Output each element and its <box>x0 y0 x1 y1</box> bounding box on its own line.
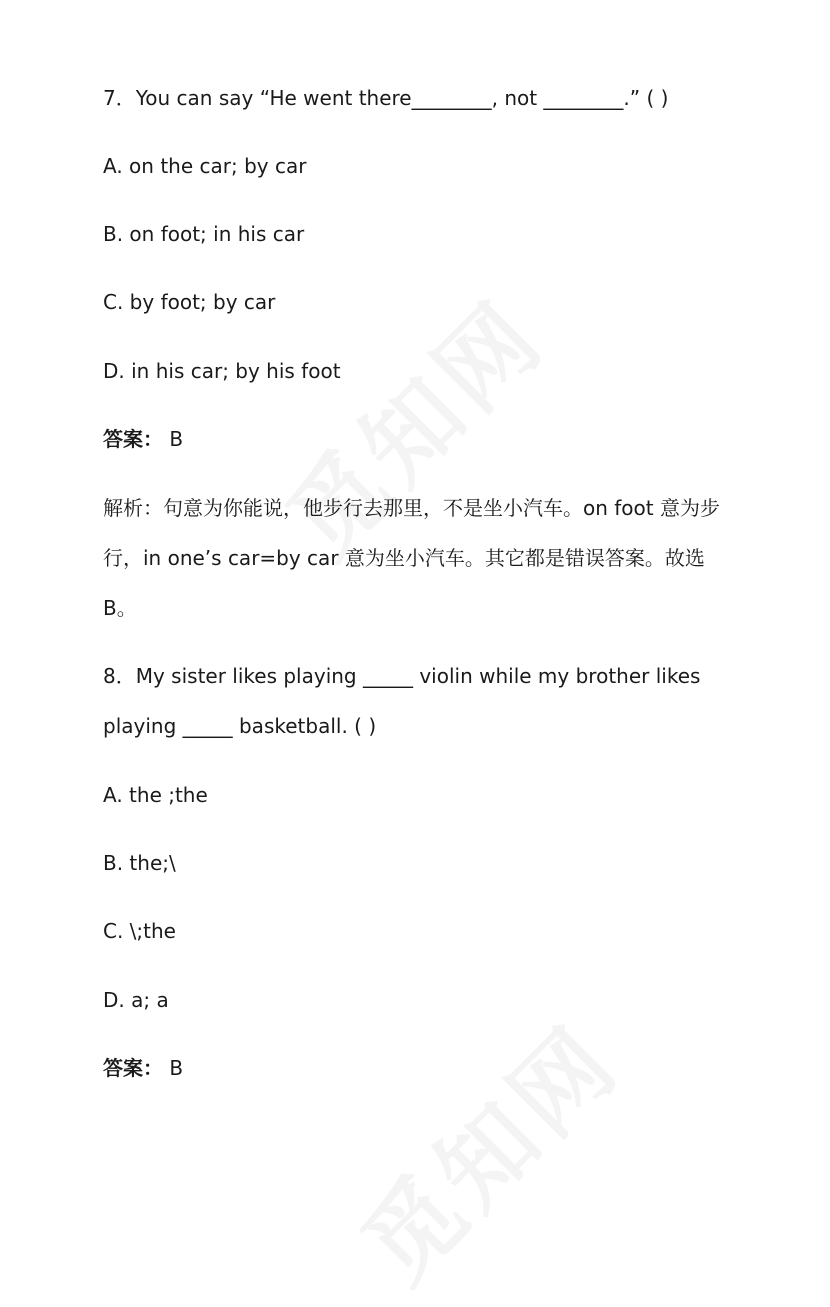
question-8-option-a: A. the ;the <box>103 783 208 807</box>
watermark <box>252 265 569 582</box>
question-7-analysis-line-1: 解析：句意为你能说，他步行去那里，不是坐小汽车。on foot 意为步 <box>103 496 720 520</box>
question-7-answer <box>103 426 183 452</box>
question-7-stem: 7．You can say “He went there________, not ________.” ( ) <box>103 86 669 110</box>
question-8-stem-line-1: 8．My sister likes playing _____ violin while my brother likes <box>103 664 701 688</box>
answer-label: 答案： <box>103 427 163 451</box>
question-8-option-b: B. the;\ <box>103 851 176 875</box>
question-8-option-c: C. \;the <box>103 919 176 943</box>
question-8-option-d: D. a; a <box>103 988 169 1012</box>
answer-value: B <box>169 427 184 451</box>
question-7-option-b: B. on foot; in his car <box>103 222 305 246</box>
question-7-analysis-line-3: B。 <box>103 596 137 620</box>
question-7-option-c: C. by foot; by car <box>103 290 276 314</box>
question-7-option-d: D. in his car; by his foot <box>103 359 341 383</box>
question-8-answer <box>103 1055 183 1081</box>
question-8-stem-line-2: playing _____ basketball. ( ) <box>103 714 377 738</box>
question-7-option-a: A. on the car; by car <box>103 154 307 178</box>
answer-value: B <box>169 1056 184 1080</box>
answer-label: 答案： <box>103 1056 163 1080</box>
question-7-analysis-line-2: 行，in one’s car=by car 意为坐小汽车。其它都是错误答案。故选 <box>103 546 705 570</box>
watermark <box>327 990 644 1307</box>
